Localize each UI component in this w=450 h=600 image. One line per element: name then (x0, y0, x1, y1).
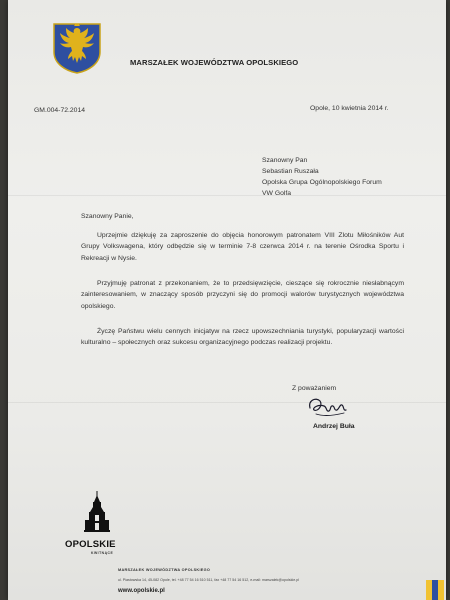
paper-fold (8, 402, 446, 403)
letter-sheet (8, 0, 446, 600)
paragraph-text: Życzę Państwu wielu cennych inicjatyw na rzecz upowszechniania turystyki, popularyzacji wartości kulturalno – społecznych oraz sukcesu organizacyjnego podczas realizacji projektu. (81, 328, 404, 347)
tower-logo-icon (82, 490, 112, 536)
coat-of-arms-icon (52, 22, 102, 74)
reference-number: GM.004-72.2014 (34, 107, 86, 114)
letter-date: Opole, 10 kwietnia 2014 r. (310, 105, 389, 112)
decorative-stripe (438, 580, 444, 600)
footer-website: www.opolskie.pl (118, 588, 165, 594)
opolskie-logo-tagline: KWITNĄCE (91, 551, 114, 555)
body-paragraph (81, 230, 404, 264)
opolskie-logo-text: OPOLSKIE (65, 539, 116, 550)
handwritten-signature (306, 394, 350, 420)
recipient-line: Opolska Grupa Ogólnopolskiego Forum (262, 179, 382, 186)
recipient-line: VW Golfa (262, 190, 292, 197)
body-paragraph (81, 278, 404, 312)
signer-name: Andrzej Buła (313, 423, 355, 430)
closing: Z poważaniem (292, 385, 337, 392)
paragraph-text: Przyjmuję patronat z przekonaniem, że to przedsięwzięcie, cieszące się rokrocznie niesłabnącym zainteresowaniem, w znaczący sposób przyczyni się do promocji walorów turystycznych województwa opolskiego. (81, 280, 404, 310)
footer-address: ul. Piastowska 14, 45-082 Opole, tel. +48 77 54 16 510 511, fax +48 77 54 16 512, e-mail: marszalek@opolskie.pl (118, 578, 299, 582)
recipient-block (262, 155, 382, 199)
recipient-line: Sebastian Ruszała (262, 168, 319, 175)
office-heading: MARSZAŁEK WOJEWÓDZTWA OPOLSKIEGO (130, 58, 299, 67)
body-paragraph (81, 326, 404, 349)
paragraph-text: Uprzejmie dziękuję za zaproszenie do objęcia honorowym patronatem VIII Zlotu Miłośników Aut Grupy Volkswagena, który odbędzie się w terminie 7-8 czerwca 2014 r. na terenie Ośrodka Sportu i Rekreacji w Nysie. (81, 232, 404, 262)
salutation: Szanowny Panie, (81, 213, 134, 220)
recipient-line: Szanowny Pan (262, 157, 308, 164)
footer-title: MARSZAŁEK WOJEWÓDZTWA OPOLSKIEGO (118, 568, 211, 572)
